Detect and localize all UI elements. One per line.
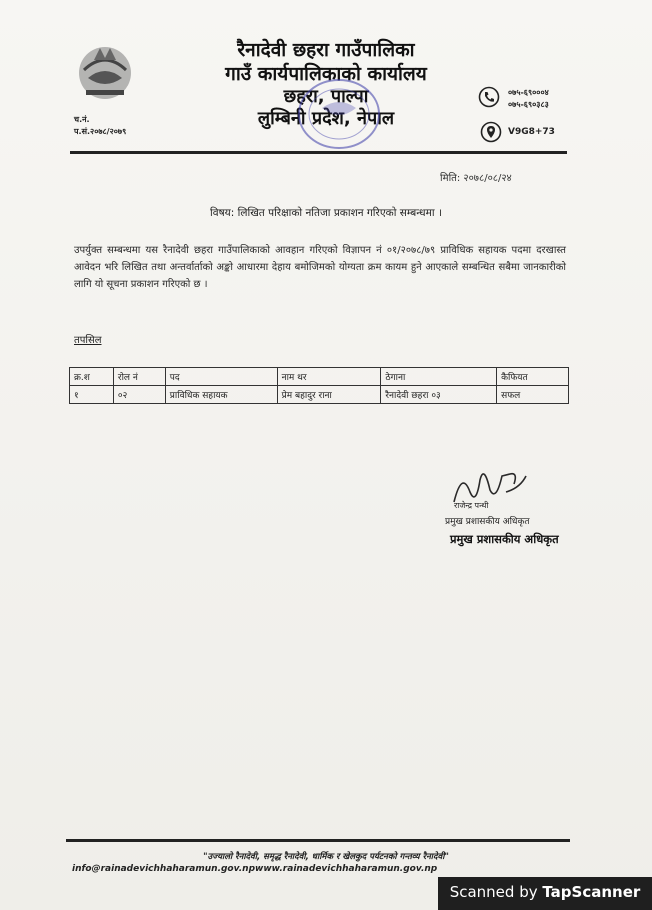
plus-code: V9G8+73 (508, 127, 555, 137)
signatory-name: राजेन्द्र पन्थी (454, 501, 489, 510)
table-cell: रैनादेवी छहरा ०३ (381, 386, 497, 404)
tapsil-heading: तपसिल (74, 335, 102, 346)
footer-contact: info@rainadevichhaharamun.gov.npwww.rainadevichhaharamun.gov.np (72, 864, 438, 874)
signatory-title-stamp: प्रमुख प्रशासकीय अधिकृत (450, 532, 559, 546)
scanner-watermark (438, 877, 652, 910)
footer-slogan: "उज्यालो रैनादेवी, समृद्ध रैनादेवी, धार्मिक र खेलकुद पर्यटनको गन्तव्य रैनादेवी" (203, 852, 449, 862)
table-header-cell: रोल नं (113, 368, 165, 386)
phone-icon (478, 86, 500, 108)
signatory-title: प्रमुख प्रशासकीय अधिकृत (445, 517, 530, 527)
header-office: गाउँ कार्यपालिकाको कार्यालय (225, 63, 427, 85)
footer-rule (66, 839, 570, 842)
cha-na-label: च.नं. (74, 115, 90, 124)
table-header-cell: पद (165, 368, 277, 386)
table-header-cell: नाम थर (277, 368, 381, 386)
table-cell: सफल (497, 386, 569, 404)
phone-numbers (508, 87, 549, 111)
letter-body: उपर्युक्त सम्बन्धमा यस रैनादेवी छहरा गाउँपालिकाको आवहान गरिएको विज्ञापन नं ०१/२०७८/७९ प्राविधिक सहायक पदमा दरखास्त आवेदन भरि लिखित तथा अन्तर्वार्ताको अङ्को आधारमा देहाय बमोजिमको योग्यता क्रम कायम हुने आएकाले सम्बन्धित सबैमा जानकारीको लागि यो सूचना प्रकाशन गरिएको छ । (74, 245, 566, 290)
scanner-brand: TapScanner (542, 883, 641, 901)
header-municipality: रैनादेवी छहरा गाउँपालिका (237, 39, 415, 61)
table-header-cell: कैफियत (497, 368, 569, 386)
letter-subject: विषय: लिखित परिक्षाको नतिजा प्रकाशन गरिएको सम्बन्धमा । (210, 207, 442, 219)
location-pin-icon (480, 121, 502, 143)
table-header-cell: ठेगाना (381, 368, 497, 386)
table-header-cell: क्र.श (70, 368, 114, 386)
letter-date: मिति: २०७८/०८/२४ (440, 173, 512, 184)
table-cell: १ (70, 386, 114, 404)
table-header-row (70, 368, 569, 386)
phone-1: ०७५-६९०००४ (508, 88, 549, 97)
table-cell: प्रेम बहादुर राना (277, 386, 381, 404)
result-table (69, 367, 569, 404)
header-rule (70, 151, 567, 154)
office-stamp (296, 76, 382, 152)
pa-sa-label: प.सं.२०७८/२०७९ (74, 127, 127, 136)
table-cell: ०२ (113, 386, 165, 404)
table-cell: प्राविधिक सहायक (165, 386, 277, 404)
table-row (70, 386, 569, 404)
phone-2: ०७५-६९०३८३ (508, 100, 549, 109)
header-province: लुम्बिनी प्रदेश, नेपाल (257, 108, 395, 129)
header-address: छहरा, पाल्पा (283, 86, 369, 107)
scanner-prefix: Scanned by (449, 883, 538, 901)
